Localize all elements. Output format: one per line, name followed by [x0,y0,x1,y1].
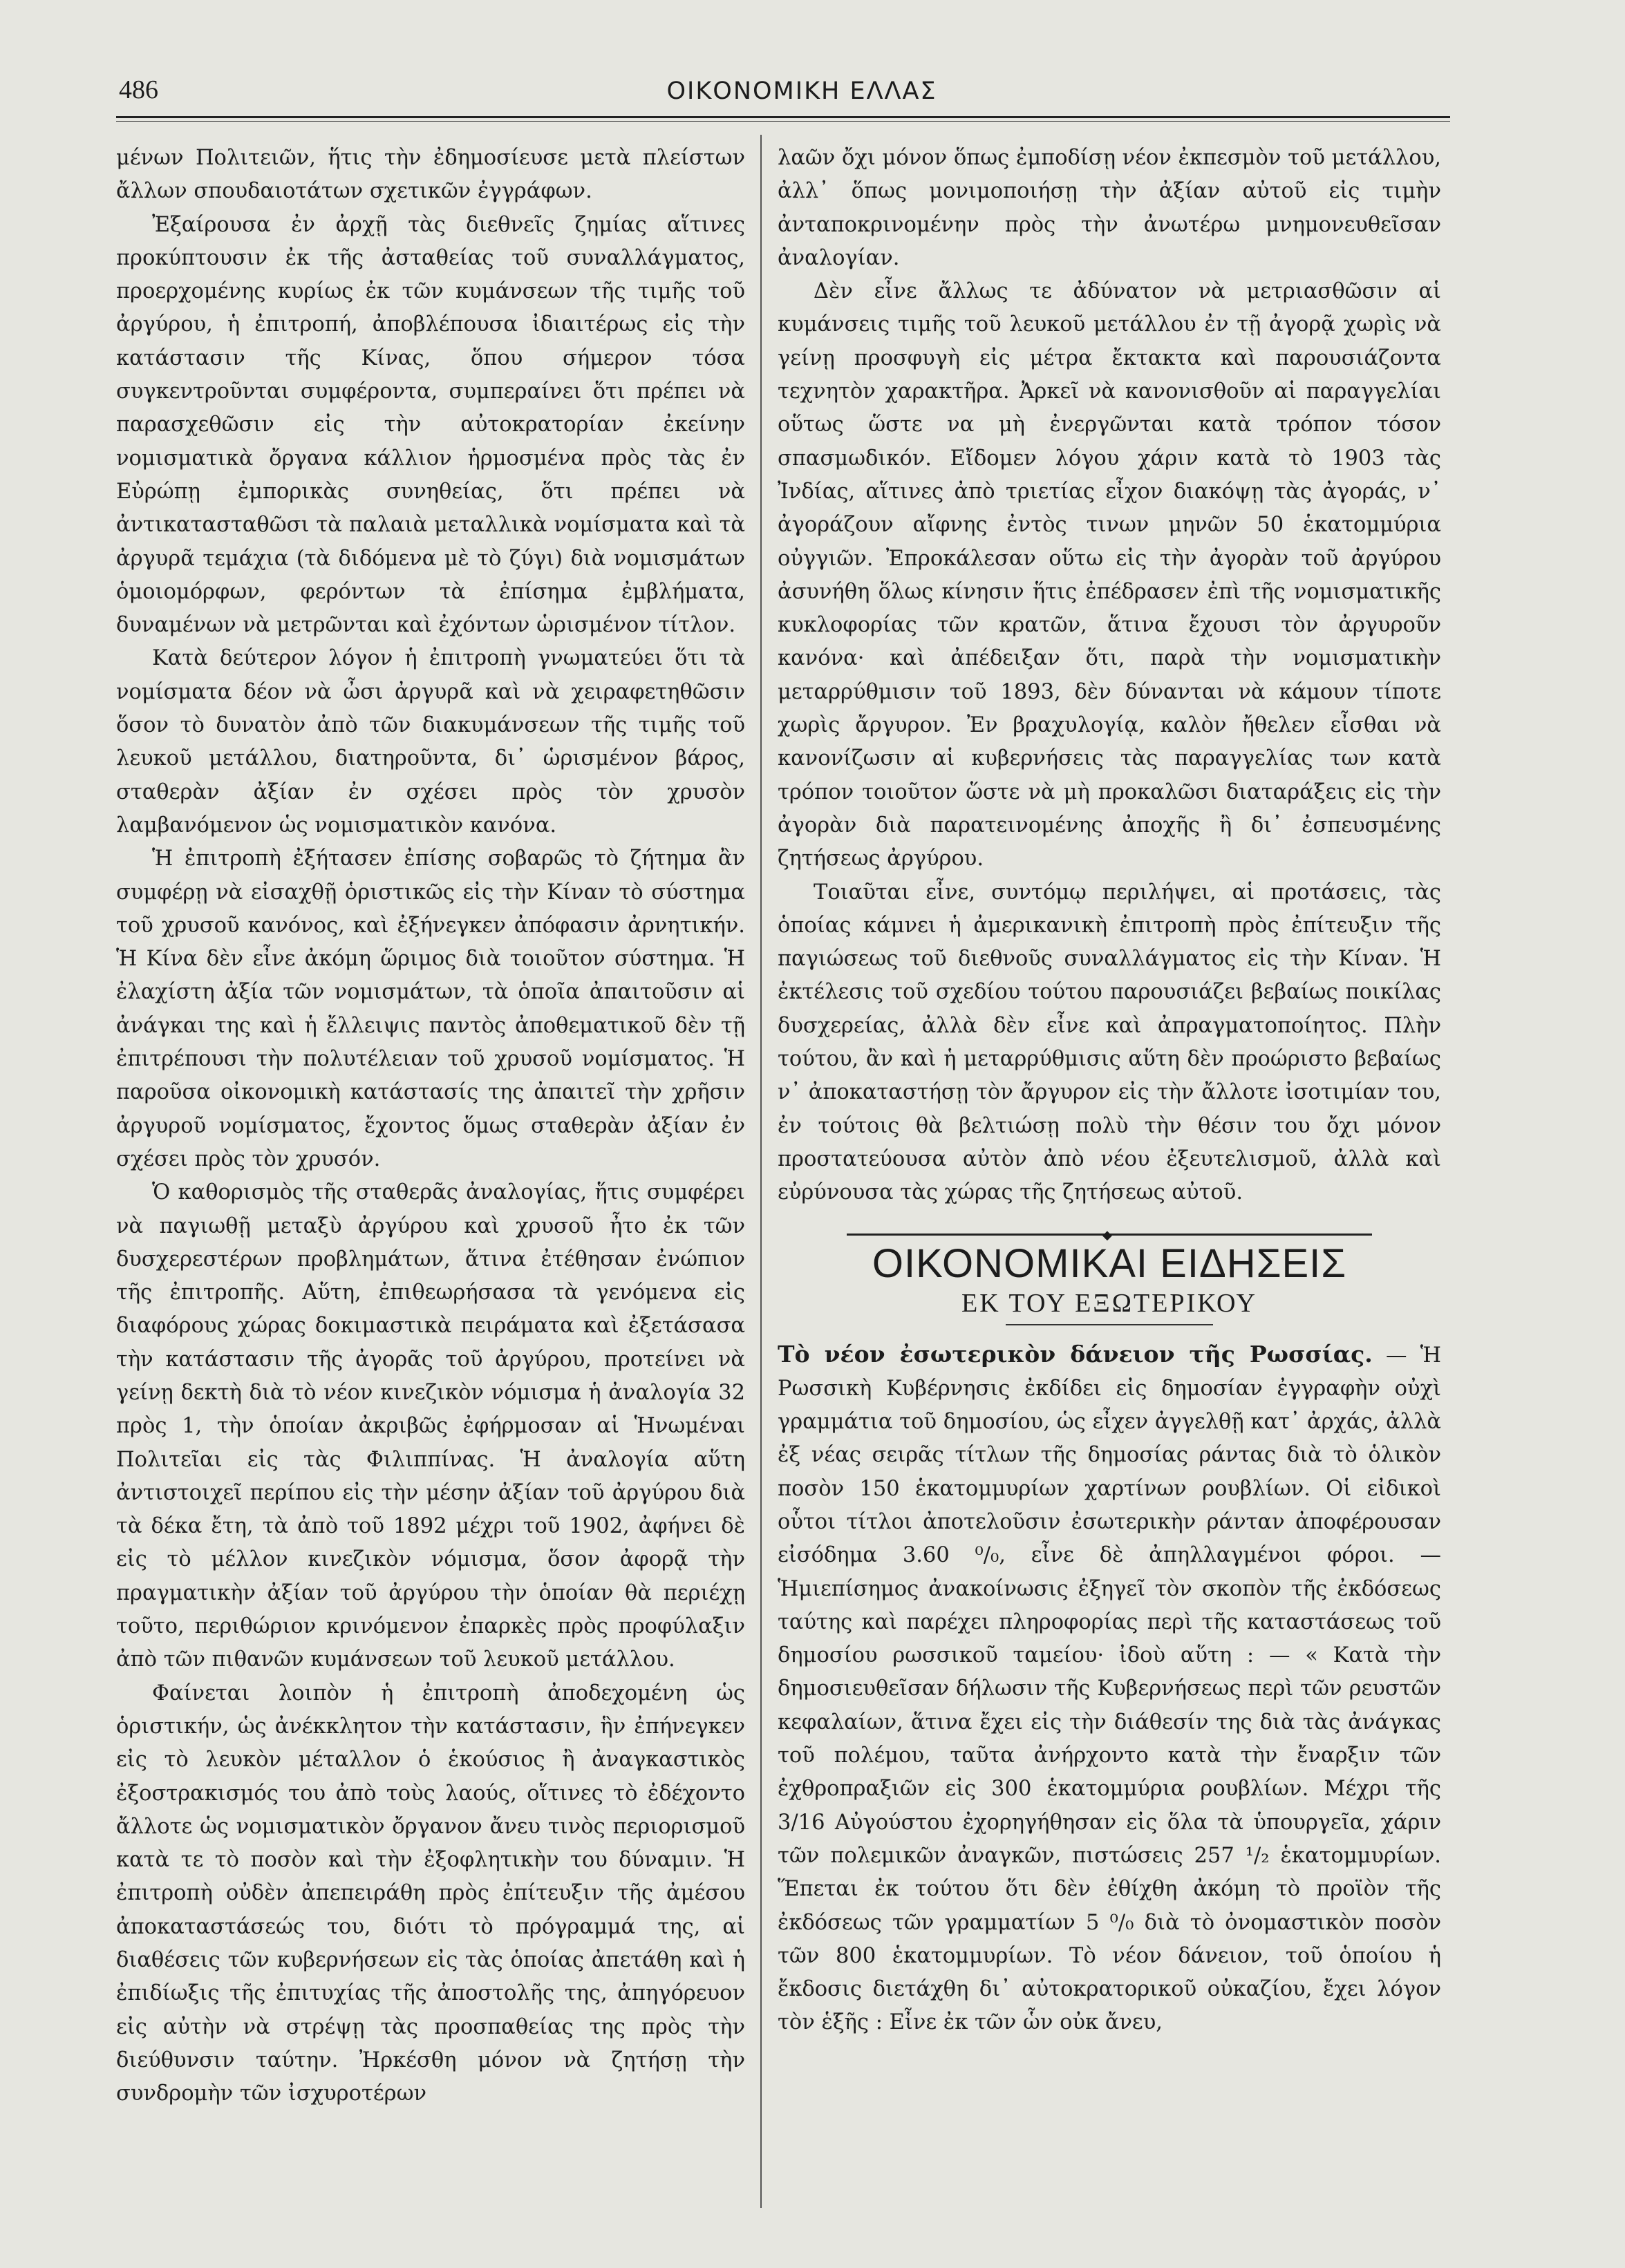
section-heading-sub: ΕΚ ΤΟΥ ΕΞΩΤΕΡΙΚΟΥ [961,1288,1257,1318]
header-rule-thin [116,121,1450,122]
heading-underline [1006,1324,1213,1325]
article-paragraph [778,1338,1441,2040]
right-column [778,142,1441,2208]
article-body: — Ἡ Ρωσσικὴ Κυβέρνησις ἐκδίδει εἰς δημοσίαν ἐγγραφὴν οὐχὶ γραμμάτια τοῦ δημοσίου, ὡς εἶχεν ἀγγελθῇ κατ᾿ ἀρχάς, ἀλλὰ ἐξ νέας σειρᾶς τίτλων τῆς δημοσίας ράντας διὰ τὸ ὁλικὸν ποσὸν 150 ἑκατομμυρίων χαρτίνων ρουβλίων. Οἱ εἰδικοὶ οὗτοι τίτλοι ἀποτελοῦσιν ἐσωτερικὴν ράνταν ἀποφέρουσαν εἰσόδημα 3.60 ⁰/₀, εἶνε δὲ ἀπηλλαγμένοι φόροι. — Ἡμιεπίσημος ἀνακοίνωσις ἐξηγεῖ τὸν σκοπὸν τῆς ἐκδόσεως ταύτης καὶ παρέχει πληροφορίας περὶ τῆς καταστάσεως τοῦ δημοσίου ρωσσικοῦ ταμείου· ἰδοὺ αὕτη : — « Κατὰ τὴν δημοσιευθεῖσαν δήλωσιν τῆς Κυβερνήσεως περὶ τῶν ρευστῶν κεφαλαίων, ἅτινα ἔχει εἰς τὴν διάθεσίν της διὰ τὰς ἀνάγκας τοῦ πολέμου, ταῦτα ἀνήρχοντο κατὰ τὴν ἔναρξιν τῶν ἐχθροπραξιῶν εἰς 300 ἑκατομμύρια ρουβλίων. Μέχρι τῆς 3/16 Αὐγούστου ἐχορηγήθησαν εἰς ὅλα τὰ ὑπουργεῖα, χάριν τῶν πολεμικῶν ἀναγκῶν, πιστώσεις 257 ¹/₂ ἑκατομμυρίων. Ἕπεται ἐκ τούτου ὅτι δὲν ἐθίχθη ἀκόμη τὸ προϊὸν τῆς ἐκδόσεως τῶν γραμματίων 5 ⁰/₀ διὰ τὸ ὀνομαστικὸν ποσὸν τῶν 800 ἑκατομμυρίων. Τὸ νέον δάνειον, τοῦ ὁποίου ἡ ἔκδοσις διετάχθη δι᾿ αὐτοκρατορικοῦ οὐκαζίου, ἔχει λόγον τὸν ἑξῆς : Εἶνε ἐκ τῶν ὧν οὐκ ἄνευ, [778,1343,1441,2035]
ornament-diamond-icon: ◆ [1102,1227,1112,1242]
left-column [116,142,745,2208]
page-number: 486 [119,75,158,104]
column-divider [760,135,762,2208]
header-rule [116,116,1450,118]
paragraph: Ὁ καθορισμὸς τῆς σταθερᾶς ἀναλογίας, ἥτις συμφέρει νὰ παγιωθῇ μεταξὺ ἀργύρου καὶ χρυσοῦ ἦτο ἐκ τῶν δυσχερεστέρων προβλημάτων, ἅτινα ἐτέθησαν ἐνώπιον τῆς ἐπιτροπῆς. Αὕτη, ἐπιθεωρήσασα τὰ γενόμενα εἰς διαφόρους χώρας δοκιμαστικὰ πειράματα καὶ ἐξετάσασα τὴν κατάστασιν τῆς ἀγορᾶς τοῦ ἀργύρου, προτείνει νὰ γείνῃ δεκτὴ διὰ τὸ νέον κινεζικὸν νόμισμα ἡ ἀναλογία 32 πρὸς 1, τὴν ὁποίαν ἀκριβῶς ἐφήρμοσαν αἱ Ἡνωμέναι Πολιτεῖαι εἰς τὰς Φιλιππίνας. Ἡ ἀναλογία αὕτη ἀντιστοιχεῖ περίπου εἰς τὴν μέσην ἀξίαν τοῦ ἀργύρου διὰ τὰ δέκα ἔτη, τὰ ἀπὸ τοῦ 1892 μέχρι τοῦ 1902, ἀφήνει δὲ εἰς τὸ μέλλον κινεζικὸν νόμισμα, ὅσον ἀφορᾷ τὴν πραγματικὴν ἀξίαν τοῦ ἀργύρου τὴν ὁποίαν θὰ περιέχῃ τοῦτο, περιθώριον κρινόμενον ἐπαρκὲς πρὸς προφύλαξιν ἀπὸ τῶν πιθανῶν κυμάνσεων τοῦ λευκοῦ μετάλλου. [116,1180,745,1672]
section-heading-main: ΟΙΚΟΝΟΜΙΚΑΙ ΕΙΔΗΣΕΙΣ [872,1240,1347,1286]
paragraph: Τοιαῦται εἶνε, συντόμῳ περιλήψει, αἱ προτάσεις, τὰς ὁποίας κάμνει ἡ ἀμερικανικὴ ἐπιτροπὴ πρὸς ἐπίτευξιν τῆς παγιώσεως τοῦ διεθνοῦς συναλλάγματος εἰς τὴν Κίναν. Ἡ ἐκτέλεσις τοῦ σχεδίου τούτου παρουσιάζει βεβαίως ποικίλας δυσχερείας, ἀλλὰ δὲν εἶνε καὶ ἀπραγματοποίητος. Πλὴν τούτου, ἂν καὶ ἡ μεταρρύθμισις αὕτη δὲν προώριστο βεβαίως ν᾿ ἀποκαταστήσῃ τὸν ἄργυρον εἰς τὴν ἄλλοτε ἰσοτιμίαν του, ἐν τούτοις θὰ βελτιώσῃ πολὺ τὴν θέσιν του ὄχι μόνον προστατεύουσα αὐτὸν ἀπὸ νέου ἐξευτελισμοῦ, ἀλλὰ καὶ εὐρύνουσα τὰς χώρας τῆς ζητήσεως αὐτοῦ. [778,880,1441,1205]
running-title: ΟΙΚΟΝΟΜΙΚΗ ΕΛΛΑΣ [666,77,937,105]
article-title: Τὸ νέον ἐσωτερικὸν δάνειον τῆς Ρωσσίας. [778,1340,1373,1368]
paragraph: Κατὰ δεύτερον λόγον ἡ ἐπιτροπὴ γνωματεύει ὅτι τὰ νομίσματα δέον νὰ ὦσι ἀργυρᾶ καὶ νὰ χειραφετηθῶσιν ὅσον τὸ δυνατὸν ἀπὸ τῶν διακυμάνσεων τῆς τιμῆς τοῦ λευκοῦ μετάλλου, διατηροῦντα, δι᾿ ὡρισμένον βάρος, σταθερὰν ἀξίαν ἐν σχέσει πρὸς τὸν χρυσὸν λαμβανόμενον ὡς νομισματικὸν κανόνα. [116,646,745,838]
paragraph: Δὲν εἶνε ἄλλως τε ἀδύνατον νὰ μετριασθῶσιν αἱ κυμάνσεις τιμῆς τοῦ λευκοῦ μετάλλου ἐν τῇ ἀγορᾷ χωρὶς νὰ γείνῃ προσφυγὴ εἰς μέτρα ἔκτακτα καὶ παρουσιάζοντα τεχνητὸν χαρακτῆρα. Ἀρκεῖ νὰ κανονισθοῦν αἱ παραγγελίαι οὕτως ὥστε να μὴ ἐνεργῶνται κατὰ τρόπον τόσον σπασμωδικόν. Εἴδομεν λόγου χάριν κατὰ τὸ 1903 τὰς Ἰνδίας, αἵτινες ἀπὸ τριετίας εἶχον διακόψῃ τὰς ἀγοράς, ν᾿ ἀγοράζουν αἴφνης ἐντὸς τινων μηνῶν 50 ἑκατομμύρια οὐγγιῶν. Ἐπροκάλεσαν οὕτω εἰς τὴν ἀγορὰν τοῦ ἀργύρου ἀσυνήθη ὅλως κίνησιν ἥτις ἐπέδρασεν ἐπὶ τῆς νομισματικῆς κυκλοφορίας τῶν κρατῶν, ἅτινα ἔχουσι τὸν ἀργυροῦν κανόνα· καὶ ἀπέδειξαν ὅτι, παρὰ τὴν νομισματικὴν μεταρρύθμισιν τοῦ 1893, δὲν δύνανται νὰ κάμουν τίποτε χωρὶς ἄργυρον. Ἐν βραχυλογίᾳ, καλὸν ἤθελεν εἶσθαι νὰ κανονίζωσιν αἱ κυβερνήσεις τὰς παραγγελίας των κατὰ τρόπον τοιοῦτον ὥστε νὰ μὴ προκαλῶσι διαταράξεις εἰς τὴν ἀγορὰν διὰ παρατεινομένης ἀποχῆς ἢ δι᾿ ἐσπευσμένης ζητήσεως ἀργύρου. [778,279,1441,871]
paragraph: Φαίνεται λοιπὸν ἡ ἐπιτροπὴ ἀποδεχομένη ὡς ὁριστικήν, ὡς ἀνέκκλητον τὴν κατάστασιν, ἣν ἐπήνεγκεν εἰς τὸ λευκὸν μέταλλον ὁ ἑκούσιος ἢ ἀναγκαστικὸς ἐξοστρακισμός του ἀπὸ τοὺς λαούς, οἵτινες τὸ ἐδέχοντο ἄλλοτε ὡς νομισματικὸν ὄργανον ἄνευ τινὸς περιορισμοῦ κατὰ τε τὸ ποσὸν καὶ τὴν ἐξοφλητικὴν του δύναμιν. Ἡ ἐπιτροπὴ οὐδὲν ἀπεπειράθη πρὸς ἐπίτευξιν τῆς ἀμέσου ἀποκαταστάσεώς του, διότι τὸ πρόγραμμά της, αἱ διαθέσεις τῶν κυβερνήσεων εἰς τὰς ὁποίας ἀπετάθη καὶ ἡ ἐπιδίωξις τῆς ἐπιτυχίας τῆς ἀποστολῆς της, ἀπηγόρευον εἰς αὐτὴν νὰ στρέψῃ τὰς προσπαθείας της πρὸς τὴν διεύθυνσιν ταύτην. Ἠρκέσθη μόνον νὰ ζητήσῃ τὴν συνδρομὴν τῶν ἰσχυροτέρων [116,1681,745,2106]
paragraph: Ἡ ἐπιτροπὴ ἐξήτασεν ἐπίσης σοβαρῶς τὸ ζήτημα ἂν συμφέρῃ νὰ εἰσαχθῇ ὁριστικῶς εἰς τὴν Κίναν τὸ σύστημα τοῦ χρυσοῦ κανόνος, καὶ ἐξήνεγκεν ἀπόφασιν ἀρνητικήν. Ἡ Κίνα δὲν εἶνε ἀκόμη ὥριμος διὰ τοιοῦτον σύστημα. Ἡ ἐλαχίστη ἀξία τῶν νομισμάτων, τὰ ὁποῖα ἀπαιτοῦσιν αἱ ἀνάγκαι της καὶ ἡ ἔλλειψις παντὸς ἀποθεματικοῦ δὲν τῇ ἐπιτρέπουσι τὴν πολυτέλειαν τοῦ χρυσοῦ νομίσματος. Ἡ παροῦσα οἰκονομικὴ κατάστασίς της ἀπαιτεῖ τὴν χρῆσιν ἀργυροῦ νομίσματος, ἔχοντος ὅμως σταθερὰν ἀξίαν ἐν σχέσει πρὸς τὸν χρυσόν. [116,847,745,1171]
section-heading [778,1227,1441,1325]
paragraph: Ἐξαίρουσα ἐν ἀρχῇ τὰς διεθνεῖς ζημίας αἵτινες προκύπτουσιν ἐκ τῆς ἀσταθείας τοῦ συναλλάγματος, προερχομένης κυρίως ἐκ τῶν κυμάνσεων τῆς τιμῆς τοῦ ἀργύρου, ἡ ἐπιτροπή, ἀποβλέπουσα ἰδιαιτέρως εἰς τὴν κατάστασιν τῆς Κίνας, ὅπου σήμερον τόσα συγκεντροῦνται συμφέροντα, συμπεραίνει ὅτι πρέπει νὰ παρασχεθῶσιν εἰς τὴν αὐτοκρατορίαν ἐκείνην νομισματικὰ ὄργανα κάλλιον ἡρμοσμένα πρὸς τὰς ἐν Εὐρώπῃ ἐμπορικὰς συνηθείας, ὅτι πρέπει νὰ ἀντικατασταθῶσι τὰ παλαιὰ μεταλλικὰ νομίσματα καὶ τὰ ἀργυρᾶ τεμάχια (τὰ διδόμενα μὲ τὸ ζύγι) διὰ νομισμάτων ὁμοιομόρφων, φερόντων τὰ ἐπίσημα ἐμβλήματα, δυναμένων νὰ μετρῶνται καὶ ἐχόντων ὡρισμένον τίτλον. [116,212,745,638]
paragraph: μένων Πολιτειῶν, ἥτις τὴν ἐδημοσίευσε μετὰ πλείστων ἄλλων σπουδαιοτάτων σχετικῶν ἐγγράφων. [116,146,745,204]
paragraph: λαῶν ὄχι μόνον ὅπως ἐμποδίσῃ νέον ἐκπεσμὸν τοῦ μετάλλου, ἀλλ᾿ ὅπως μονιμοποιήσῃ τὴν ἀξίαν αὐτοῦ εἰς τιμὴν ἀνταποκρινομένην πρὸς τὴν ἀνωτέρω μνημονευθεῖσαν ἀναλογίαν. [778,146,1441,270]
heading-ornament-rule [847,1227,1372,1242]
